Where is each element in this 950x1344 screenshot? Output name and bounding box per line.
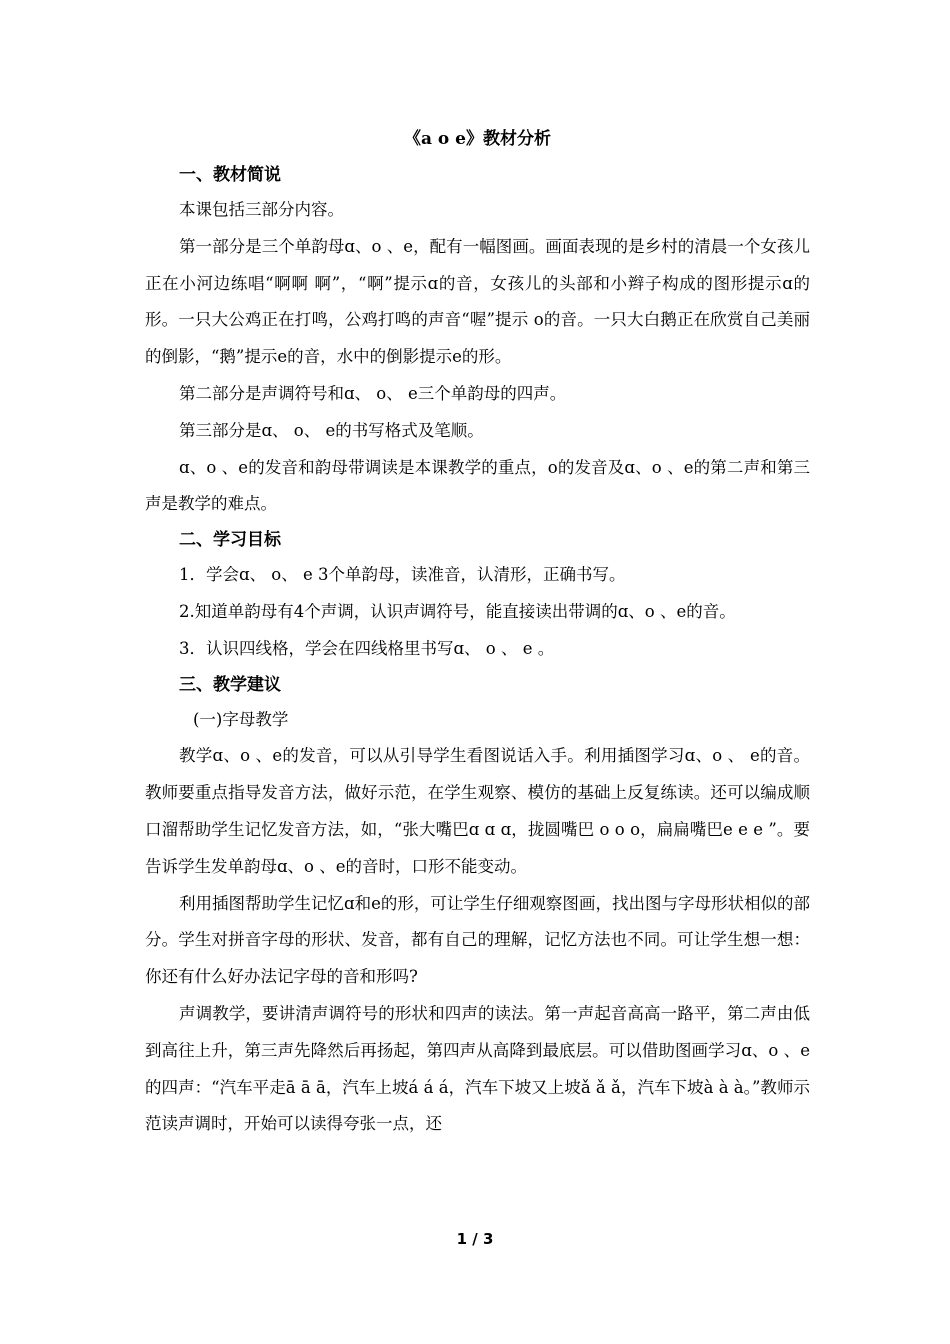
section-1-heading: 一、教材简说 [179,165,281,185]
paragraph: 第三部分是ɑ、 o、 e的书写格式及笔顺。 [179,420,484,440]
goal-item: 2.知道单韵母有4个声调，认识声调符号，能直接读出带调的ɑ、o 、e的音。 [179,601,736,621]
paragraph: 第二部分是声调符号和ɑ、 o、 e三个单韵母的四声。 [179,383,567,403]
section-3-subheading: (一)字母教学 [193,709,289,729]
section-3-heading: 三、教学建议 [179,674,281,695]
page-number: 1 / 3 [456,1230,494,1248]
paragraph: 本课包括三部分内容。 [179,200,344,219]
paragraph: 声调教学，要讲清声调符号的形状和四声的读法。第一声起音高高一路平，第二声由低到高往上升，第三声先降然后再扬起，第四声从高降到最底层。可以借助图画学习ɑ、o 、e的四声：“汽车平走ā ā ā，汽车上坡á á á，汽车下坡又上坡ǎ ǎ ǎ，汽车下坡à à à。”教师示范读声调时，开始可以读得夸张一点，还 [145,1003,810,1134]
section-3 [145,668,810,1144]
document-title: 《a o e》教材分析 [403,129,551,149]
paragraph: ɑ、o 、e的发音和韵母带调读是本课教学的重点，o的发音及ɑ、o 、e的第二声和第三声是教学的难点。 [145,457,810,514]
paragraph: 第一部分是三个单韵母ɑ、o 、e，配有一幅图画。画面表现的是乡村的清晨一个女孩儿正在小河边练唱“啊啊 啊”，“啊”提示ɑ的音，女孩儿的头部和小辫子构成的图形提示ɑ的形。一只大公鸡正在打鸣，公鸡打鸣的声音“喔”提示 o的音。一只大白鹅正在欣赏自己美丽的倒影，“鹅”提示e的音，水中的倒影提示e的形。 [145,236,810,367]
paragraph: 教学ɑ、o 、e的发音，可以从引导学生看图说话入手。利用插图学习ɑ、o 、 e的音。教师要重点指导发音方法，做好示范，在学生观察、模仿的基础上反复练读。还可以编成顺口溜帮助学生记忆发音方法，如，“张大嘴巴ɑ ɑ ɑ，拢圆嘴巴 o o o，扁扁嘴巴e e e ”。要告诉学生发单韵母ɑ、o 、e的音时，口形不能变动。 [145,746,810,876]
section-2-heading: 二、学习目标 [179,530,281,551]
goal-item: 3．认识四线格，学会在四线格里书写ɑ、 o 、 e 。 [179,638,555,658]
paragraph: 利用插图帮助学生记忆ɑ和e的形，可让学生仔细观察图画，找出图与字母形状相似的部分。学生对拼音字母的形状、发音，都有自己的理解，记忆方法也不同。可让学生想一想：你还有什么好办法记字母的音和形吗? [145,893,810,987]
goal-item: 1．学会ɑ、 o、 e 3个单韵母，读准音，认清形，正确书写。 [179,565,626,585]
section-1 [145,158,810,523]
section-2 [145,523,810,667]
document-page [145,120,810,1143]
